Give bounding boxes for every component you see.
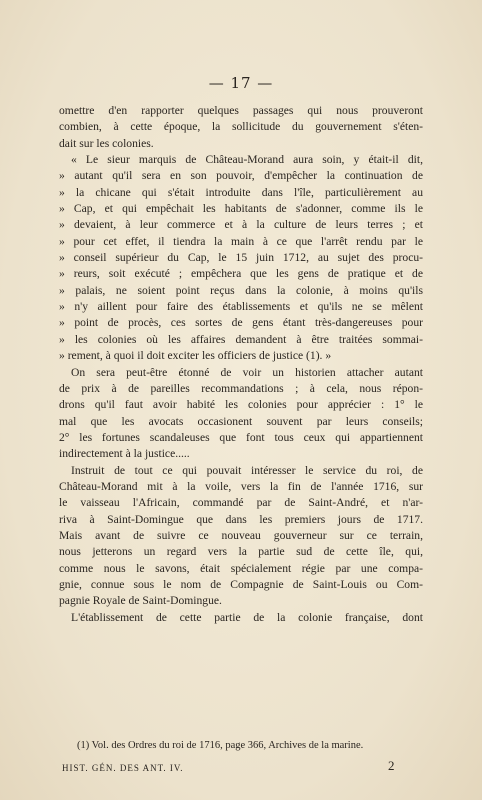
- text-line: indirectement à la justice.....: [59, 447, 190, 461]
- text-line: pagnie Royale de Saint-Domingue.: [59, 594, 222, 608]
- text-line: » rement, à quoi il doit exciter les officiers de justice (1). »: [59, 349, 332, 363]
- text-line: le vaisseau l'Africain, commandé par de Saint-André, et n'ar-: [59, 496, 423, 510]
- text-line: riva à Saint-Domingue que dans les premiers jours de 1717.: [59, 512, 423, 526]
- text-line: » la chicane qui s'était introduite dans l'île, particulièrement au: [59, 185, 423, 199]
- text-line: mal que les avocats occasionent souvent par leurs conseils;: [59, 414, 423, 428]
- text-line: 2° les fortunes scandaleuses que font tous ceux qui appartiennent: [59, 430, 423, 444]
- printer-signature: HIST. GÉN. DES ANT. IV.: [62, 763, 184, 773]
- text-line: de prix à de pareilles recommandations ; à cela, nous répon-: [59, 381, 423, 395]
- text-line: omettre d'en rapporter quelques passages qui nous prouveront: [59, 104, 423, 117]
- text-line: « Le sieur marquis de Château-Morand aura soin, y était-il dit,: [71, 153, 423, 167]
- text-line: » autant qu'il sera en son pouvoir, d'empêcher la continuation de: [59, 169, 423, 183]
- text-line: Instruit de tout ce qui pouvait intéresser le service du roi, de: [71, 463, 423, 477]
- text-line: gnie, connue sous le nom de Compagnie de Saint-Louis ou Com-: [59, 577, 423, 591]
- text-line: combien, à cette époque, la sollicitude du gouvernement s'éten-: [59, 120, 423, 134]
- text-line: » Cap, et qui empêchait les habitants de s'adonner, comme ils le: [59, 202, 423, 216]
- text-line: » reurs, soit exécuté ; empêchera que les gens de pratique et de: [59, 267, 423, 281]
- text-line: » conseil supérieur du Cap, le 15 juin 1712, au sujet des procu-: [59, 251, 423, 265]
- text-line: On sera peut-être étonné de voir un historien attacher autant: [71, 365, 423, 379]
- text-line: Mais avant de suivre ce nouveau gouverneur sur ce terrain,: [59, 528, 423, 542]
- text-line: » point de procès, ces sortes de gens étant très-dangereuses pour: [59, 316, 423, 330]
- page-number: — 17 —: [208, 74, 274, 92]
- text-line: Château-Morand mit à la voile, vers la fin de l'année 1716, sur: [59, 479, 423, 493]
- text-line: » les colonies où les affaires demandent à être traitées sommai-: [59, 332, 423, 346]
- footnote: (1) Vol. des Ordres du roi de 1716, page 366, Archives de la marine.: [77, 740, 364, 751]
- text-line: » palais, ne soient point reçus dans la colonie, à moins qu'ils: [59, 283, 423, 297]
- signature-number: 2: [388, 758, 395, 773]
- text-line: » devaient, à leur commerce et à la culture de leurs terres ; et: [59, 218, 423, 232]
- text-line: » pour cet effet, il tiendra la main à ce que l'arrêt rendu par le: [59, 234, 423, 248]
- text-line: drons qu'il faut avoir habité les colonies pour apprécier : 1° le: [59, 398, 423, 412]
- body-text: [59, 103, 423, 626]
- text-line: dait sur les colonies.: [59, 136, 154, 150]
- text-line: » n'y aillent pour faire des établissements et qu'ils ne se mêlent: [59, 300, 423, 314]
- text-line: comme nous le savons, était spécialement régie par une compa-: [59, 561, 423, 575]
- text-line: L'établissement de cette partie de la colonie française, dont: [71, 610, 423, 624]
- text-line: nous jetterons un regard vers la partie sud de cette île, qui,: [59, 545, 423, 559]
